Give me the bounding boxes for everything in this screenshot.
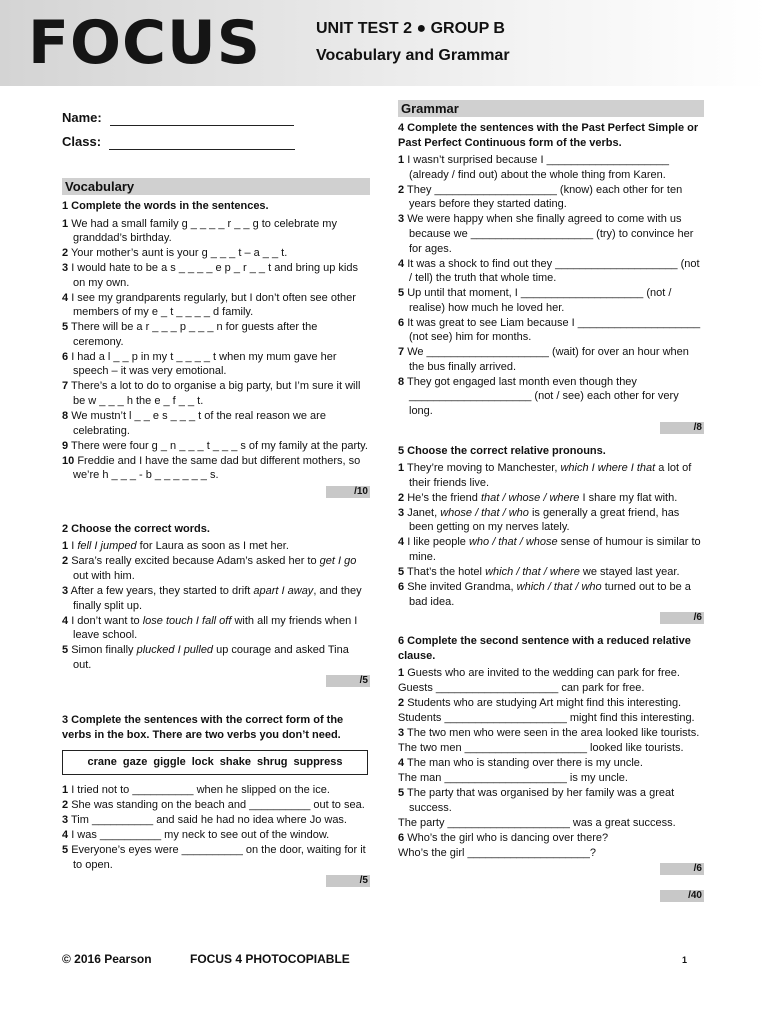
item-text: Up until that moment, I ____________________ (not / realise) how much he loved her. [407,287,672,314]
exercise-item [62,539,370,554]
item-number: 3 [398,727,405,740]
ex6-list [398,666,704,860]
ex6-score: /6 [660,863,704,875]
item-number: 4 [62,829,69,842]
item-text-before: She invited Grandma, [407,580,517,593]
exercise-item [398,183,704,212]
ex2-list [62,539,370,672]
item-text: The two men who were seen in the area looked like tourists. [406,727,700,740]
item-number: 7 [398,346,405,359]
item-number: 3 [398,213,405,226]
item-number: 3 [62,262,69,275]
ex4-list [398,153,704,418]
item-text: Students who are studying Art might find this interesting. [407,697,682,710]
word-box-word: shrug [256,756,288,769]
exercise-item [398,491,704,506]
item-number: 1 [62,784,69,797]
exercise-item [398,286,704,315]
ex2-instruction: 2 Choose the correct words. [62,522,210,535]
item-text-after: a lot of their friends live. [409,462,692,489]
item-number: 4 [398,536,405,549]
exercise-item [398,726,704,741]
exercise-item [398,666,704,681]
answer-options[interactable]: apart I away [253,584,314,597]
item-number: 2 [398,697,405,710]
ex1-score: /10 [326,486,370,498]
answer-options[interactable]: that / whose / where [480,491,580,504]
item-text-before: Sara’s really excited because Adam’s asked her to [71,555,320,568]
item-number: 8 [398,375,405,388]
item-number: 2 [62,247,69,260]
item-number: 7 [62,380,69,393]
item-number: 4 [62,614,69,627]
item-text: Freddie and I have the same dad but different mothers, so we’re h _ _ _ - b _ _ _ _ _ _ s. [73,454,361,482]
ex5-instruction: 5 Choose the correct relative pronouns. [398,444,606,457]
word-box-word: crane [87,756,117,769]
ex4-instruction: 4 Complete the sentences with the Past Perfect Simple or Past Perfect Continuous form of the verbs. [398,122,699,149]
item-number: 1 [398,154,405,167]
item-number: 6 [398,316,405,329]
exercise-item [398,506,704,535]
ex1-instruction: 1 Complete the words in the sentences. [62,200,269,212]
exercise-item [398,535,704,564]
item-text-after: I share my flat with. [579,491,678,504]
item-text: There were four g _ n _ _ _ t _ _ _ s of my family at the party. [70,439,368,452]
item-number: 2 [398,183,405,196]
word-box-word: suppress [293,756,343,769]
item-number: 5 [62,321,69,334]
grammar-heading: Grammar [398,100,704,117]
exercise-item [62,783,370,798]
footer-label: FOCUS 4 PHOTOCOPIABLE [190,952,350,966]
item-number: 8 [62,410,69,423]
item-text: I see my grandparents regularly, but I don’t often see other members of my e _ t _ _ _ _ d family. [71,291,356,319]
item-text-after: with all my friends when I leave school. [73,614,358,642]
answer-options[interactable]: plucked I pulled [136,644,214,657]
answer-sentence[interactable]: Guests ____________________ can park for free. [398,682,645,695]
ex6-instruction: 6 Complete the second sentence with a reduced relative clause. [398,635,691,662]
ex1-list [62,217,370,483]
item-text-after: is generally a great friend, has been getting on my nerves lately. [409,506,680,534]
item-number: 2 [62,799,69,812]
item-text-before: I [71,540,78,553]
right-column [398,100,704,902]
exercise-item [62,828,370,843]
ex3-list [62,783,370,872]
item-text: We mustn’t l _ _ e s _ _ _ t of the real reason we are celebrating. [71,410,326,437]
class-field[interactable] [62,128,370,150]
item-number: 2 [62,555,69,568]
item-text: Guests who are invited to the wedding can park for free. [407,667,680,680]
item-number: 6 [398,831,405,844]
exercise-item [62,439,370,454]
left-column [62,104,370,887]
exercise-item [398,565,704,580]
word-box-word: shake [219,756,251,769]
exercise-item [62,843,370,872]
exercise-item [398,153,704,182]
name-field[interactable] [62,104,370,126]
exercise-item [62,454,370,483]
word-box-word: giggle [153,756,186,769]
exercise-item [62,350,370,379]
exercise-item [398,696,704,711]
item-number: 1 [398,667,405,680]
item-text: I was __________ my neck to see out of the window. [71,829,330,842]
item-text: Who’s the girl who is dancing over there? [407,831,609,844]
page-number: 1 [682,955,688,965]
answer-sentence[interactable]: The two men ____________________ looked like tourists. [398,742,684,755]
focus-logo: FOCUS [28,8,261,78]
answer-sentence[interactable]: The man ____________________ is my uncle. [398,772,628,785]
item-text: It was great to see Liam because I ____________________ (not see) him for months. [407,316,701,344]
name-label: Name: [62,110,102,126]
ex5-list [398,461,704,609]
item-number: 1 [398,462,405,475]
exercise-item [62,798,370,813]
exercise-item [62,584,370,613]
item-number: 4 [398,757,405,770]
item-text: I tried not to __________ when he slipped on the ice. [71,784,330,797]
exercise-item [398,461,704,490]
name-line[interactable] [110,113,294,126]
exercise-item [62,813,370,828]
item-number: 1 [62,217,69,230]
answer-options[interactable]: get I go [319,555,357,568]
item-text: I had a l _ _ p in my t _ _ _ _ t when my mum gave her speech – it was very emotional. [71,350,337,378]
answer-options[interactable]: fell I jumped [77,540,137,553]
item-number: 5 [398,787,405,800]
item-text-after: for Laura as soon as I met her. [136,540,289,553]
exercise-item [398,212,704,256]
exercise-item [62,217,370,246]
item-text: We had a small family g _ _ _ _ r _ _ g to celebrate my granddad’s birthday. [71,217,337,245]
item-number: 9 [62,439,69,452]
class-line[interactable] [109,137,295,150]
exercise-item [62,291,370,320]
item-text: I wasn’t surprised because I ____________________ (already / find out) about the whole thing from Karen. [407,154,669,181]
exercise-item [398,580,704,609]
exercise-item [62,614,370,643]
total-score: /40 [660,890,704,902]
exercise-item [398,316,704,345]
item-text: The man who is standing over there is my uncle. [406,757,643,770]
answer-options[interactable]: which / that / where [485,565,580,578]
item-text: They got engaged last month even though they ____________________ (not / see) each other for very long. [406,375,679,418]
item-number: 5 [398,565,405,578]
exercise-item [62,554,370,583]
item-text: We were happy when she finally agreed to come with us because we ____________________ (try) to convince her for ages. [407,213,694,255]
item-text-before: Simon finally [71,644,137,657]
item-number: 4 [398,257,405,270]
item-number: 2 [398,491,405,504]
item-number: 5 [398,287,405,300]
item-text-after: sense of humour is similar to mine. [409,536,701,563]
item-text: It was a shock to find out they ____________________ (not / tell) the truth that whole time. [407,257,700,285]
ex3-score: /5 [326,875,370,887]
answer-sentence[interactable]: Who’s the girl ____________________? [398,846,596,859]
word-box [62,750,368,775]
answer-options[interactable]: lose touch I fall off [142,614,232,627]
exercise-item [398,345,704,374]
unit-subtitle: Vocabulary and Grammar [316,47,510,64]
item-number: 6 [62,350,69,363]
word-box-word: gaze [122,756,148,769]
item-text-before: I like people [407,536,469,549]
class-label: Class: [62,134,102,150]
unit-title: UNIT TEST 2 ● GROUP B [316,20,505,37]
exercise-item [62,246,370,261]
ex5-score: /6 [660,612,704,624]
item-number: 3 [62,814,69,827]
item-text: Your mother’s aunt is your g _ _ _ t – a _ _ t. [70,247,288,260]
exercise-item [62,409,370,438]
item-text-before: I don’t want to [71,614,143,627]
exercise-item [62,643,370,672]
item-text: I would hate to be a s _ _ _ _ e p _ r _ _ t and bring up kids on my own. [71,262,358,289]
item-number: 5 [62,844,69,857]
answer-options[interactable]: whose / that / who [440,506,529,519]
exercise-item [398,375,704,419]
item-text-before: He’s the friend [407,491,481,504]
ex4-score: /8 [660,422,704,434]
item-text-before: That’s the hotel [406,565,486,578]
exercise-item [62,379,370,408]
item-number: 10 [62,454,75,467]
answer-options[interactable]: who / that / whose [468,536,558,549]
item-text: She was standing on the beach and __________ out to sea. [71,799,365,812]
item-number: 1 [62,540,69,553]
item-number: 6 [398,580,405,593]
item-text: There’s a lot to do to organise a big party, but I’m sure it will be w _ _ _ h the e _ f _ _ t. [70,380,361,408]
item-text-after: , and they finally split up. [73,584,362,612]
answer-options[interactable]: which / that / who [516,580,602,593]
item-text-after: we stayed last year. [579,565,680,578]
item-text-before: Janet, [407,506,441,519]
item-text-after: out with him. [73,569,135,582]
item-number: 4 [62,291,69,304]
vocabulary-heading: Vocabulary [62,178,370,195]
exercise-item [62,261,370,290]
answer-sentence[interactable]: The party ____________________ was a great success. [398,816,676,829]
exercise-item [398,786,704,815]
item-text-before: After a few years, they started to drift [70,584,254,597]
item-text: Tim __________ and said he had no idea where Jo was. [70,814,347,827]
exercise-item [398,257,704,286]
item-text: Everyone’s eyes were __________ on the door, waiting for it to open. [71,844,366,871]
exercise-item [398,756,704,771]
ex2-score: /5 [326,675,370,687]
word-box-word: lock [191,756,214,769]
item-text: They ____________________ (know) each other for ten years before they started dating. [406,183,683,211]
item-text-after: up courage and asked Tina out. [73,644,349,671]
item-text-before: They’re moving to Manchester, [406,462,561,475]
exercise-item [398,831,704,846]
answer-options[interactable]: which I where I that [560,462,656,475]
item-text: We ____________________ (wait) for over an hour when the bus finally arrived. [407,346,689,373]
item-text: The party that was organised by her family was a great success. [406,787,675,814]
item-text: There will be a r _ _ _ p _ _ _ n for guests after the ceremony. [70,321,318,348]
exercise-item [62,320,370,349]
item-number: 3 [62,584,69,597]
item-text-after: turned out to be a bad idea. [409,580,691,608]
item-number: 3 [398,506,405,519]
item-number: 5 [62,644,69,657]
answer-sentence[interactable]: Students ____________________ might find this interesting. [398,712,695,725]
ex3-instruction: 3 Complete the sentences with the correct form of the verbs in the box. There are two verbs you don’t need. [62,714,344,741]
copyright: © 2016 Pearson [62,952,152,966]
